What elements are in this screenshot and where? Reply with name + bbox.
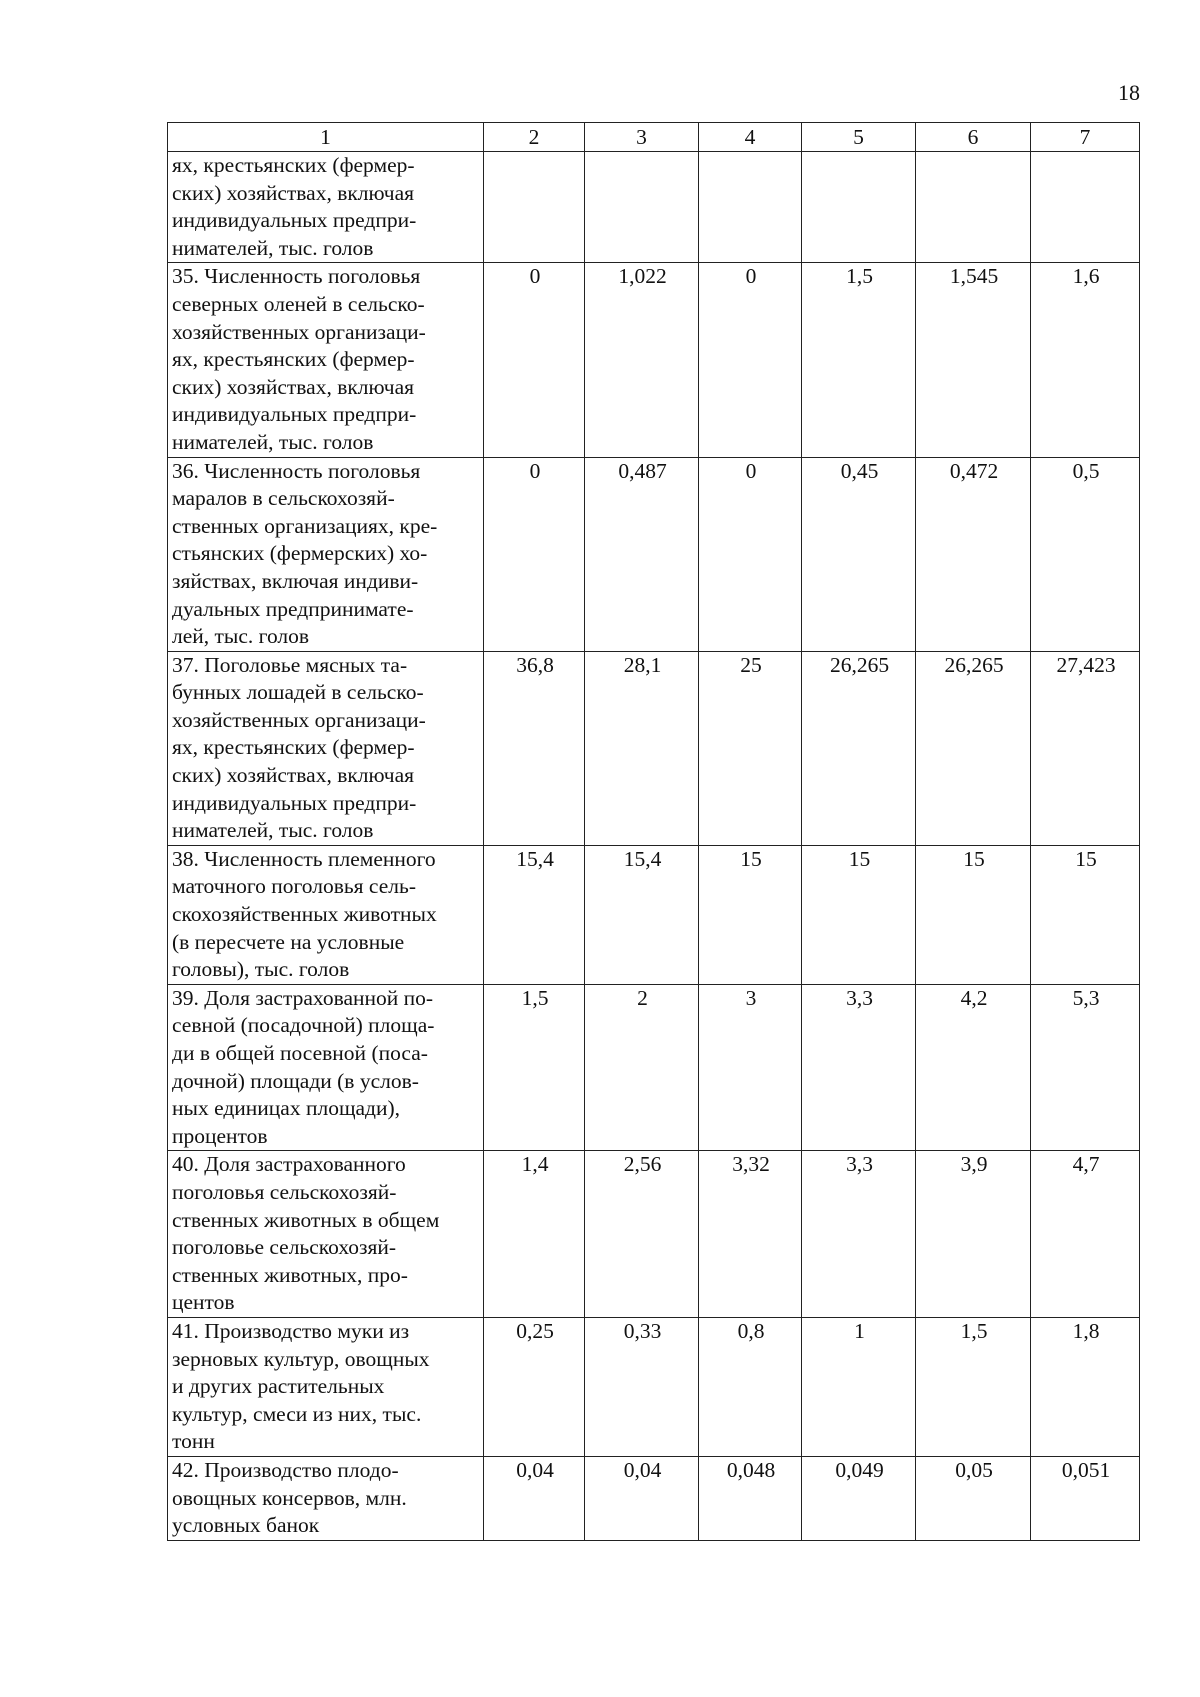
- indicators-table: [167, 122, 1140, 1541]
- row-value: 0,8: [699, 1317, 802, 1456]
- column-header: 5: [802, 123, 916, 152]
- column-header: 2: [484, 123, 585, 152]
- row-value: 1,4: [484, 1151, 585, 1318]
- row-value: 15: [802, 845, 916, 984]
- row-value: 26,265: [916, 651, 1031, 845]
- row-value: 3,3: [802, 984, 916, 1151]
- row-value: [802, 152, 916, 263]
- page-number: 18: [1118, 80, 1140, 105]
- row-value: 1,5: [484, 984, 585, 1151]
- row-value: 1,6: [1031, 263, 1140, 457]
- row-label: 39. Доля застрахованной по- севной (посадочной) площа- ди в общей посевной (поса- дочной) площади (в услов- ных единицах площади), процентов: [168, 984, 484, 1151]
- column-header: 1: [168, 123, 484, 152]
- row-value: 25: [699, 651, 802, 845]
- row-label: 35. Численность поголовья северных оленей в сельско- хозяйственных организаци- ях, крестьянских (фермер- ских) хозяйствах, включая индивидуальных предпри- нимателей, тыс. голов: [168, 263, 484, 457]
- column-header: 6: [916, 123, 1031, 152]
- row-value: 1,8: [1031, 1317, 1140, 1456]
- row-value: 4,7: [1031, 1151, 1140, 1318]
- row-value: 15: [699, 845, 802, 984]
- row-label: 41. Производство муки из зерновых культур, овощных и других растительных культур, смеси из них, тыс. тонн: [168, 1317, 484, 1456]
- row-value: 0,487: [585, 457, 699, 651]
- column-header: 4: [699, 123, 802, 152]
- row-label: 37. Поголовье мясных та- бунных лошадей в сельско- хозяйственных организаци- ях, крестьянских (фермер- ских) хозяйствах, включая индивидуальных предпри- нимателей, тыс. голов: [168, 651, 484, 845]
- column-header: 7: [1031, 123, 1140, 152]
- row-value: 0,05: [916, 1456, 1031, 1540]
- row-value: [484, 152, 585, 263]
- row-label: 40. Доля застрахованного поголовья сельскохозяй- ственных животных в общем поголовье сельскохозяй- ственных животных, про- центов: [168, 1151, 484, 1318]
- row-value: 0,04: [484, 1456, 585, 1540]
- row-value: 1,5: [802, 263, 916, 457]
- table-header-row: [168, 123, 1140, 152]
- row-value: 0,051: [1031, 1456, 1140, 1540]
- row-value: 1,5: [916, 1317, 1031, 1456]
- row-label: 42. Производство плодо- овощных консервов, млн. условных банок: [168, 1456, 484, 1540]
- row-value: 3,32: [699, 1151, 802, 1318]
- row-value: [1031, 152, 1140, 263]
- table-row: [168, 1151, 1140, 1318]
- row-value: [699, 152, 802, 263]
- row-value: 26,265: [802, 651, 916, 845]
- table-row: [168, 845, 1140, 984]
- row-value: 0,049: [802, 1456, 916, 1540]
- row-value: 0: [484, 263, 585, 457]
- table-row: [168, 152, 1140, 263]
- table-row: [168, 457, 1140, 651]
- row-value: 0,472: [916, 457, 1031, 651]
- row-value: 28,1: [585, 651, 699, 845]
- row-value: 0,25: [484, 1317, 585, 1456]
- table-row: [168, 263, 1140, 457]
- row-label: ях, крестьянских (фермер- ских) хозяйствах, включая индивидуальных предпри- нимателей, тыс. голов: [168, 152, 484, 263]
- row-value: 15: [1031, 845, 1140, 984]
- row-value: [585, 152, 699, 263]
- row-value: 0: [699, 263, 802, 457]
- row-value: [916, 152, 1031, 263]
- row-value: 27,423: [1031, 651, 1140, 845]
- row-value: 4,2: [916, 984, 1031, 1151]
- row-label: 38. Численность племенного маточного поголовья сель- скохозяйственных животных (в пересчете на условные головы), тыс. голов: [168, 845, 484, 984]
- row-value: 5,3: [1031, 984, 1140, 1151]
- row-value: 0,5: [1031, 457, 1140, 651]
- column-header: 3: [585, 123, 699, 152]
- row-value: 15,4: [585, 845, 699, 984]
- row-value: 1,545: [916, 263, 1031, 457]
- row-value: 3,3: [802, 1151, 916, 1318]
- row-label: 36. Численность поголовья маралов в сельскохозяй- ственных организациях, кре- стьянских (фермерских) хо- зяйствах, включая индиви- дуальных предпринимате- лей, тыс. голов: [168, 457, 484, 651]
- row-value: 0,04: [585, 1456, 699, 1540]
- row-value: 1,022: [585, 263, 699, 457]
- row-value: 0: [699, 457, 802, 651]
- row-value: 0: [484, 457, 585, 651]
- row-value: 1: [802, 1317, 916, 1456]
- table-row: [168, 651, 1140, 845]
- row-value: 2,56: [585, 1151, 699, 1318]
- row-value: 3,9: [916, 1151, 1031, 1318]
- row-value: 0,33: [585, 1317, 699, 1456]
- row-value: 15,4: [484, 845, 585, 984]
- row-value: 36,8: [484, 651, 585, 845]
- row-value: 3: [699, 984, 802, 1151]
- row-value: 15: [916, 845, 1031, 984]
- row-value: 2: [585, 984, 699, 1151]
- row-value: 0,45: [802, 457, 916, 651]
- row-value: 0,048: [699, 1456, 802, 1540]
- table-row: [168, 1456, 1140, 1540]
- table-row: [168, 1317, 1140, 1456]
- table-row: [168, 984, 1140, 1151]
